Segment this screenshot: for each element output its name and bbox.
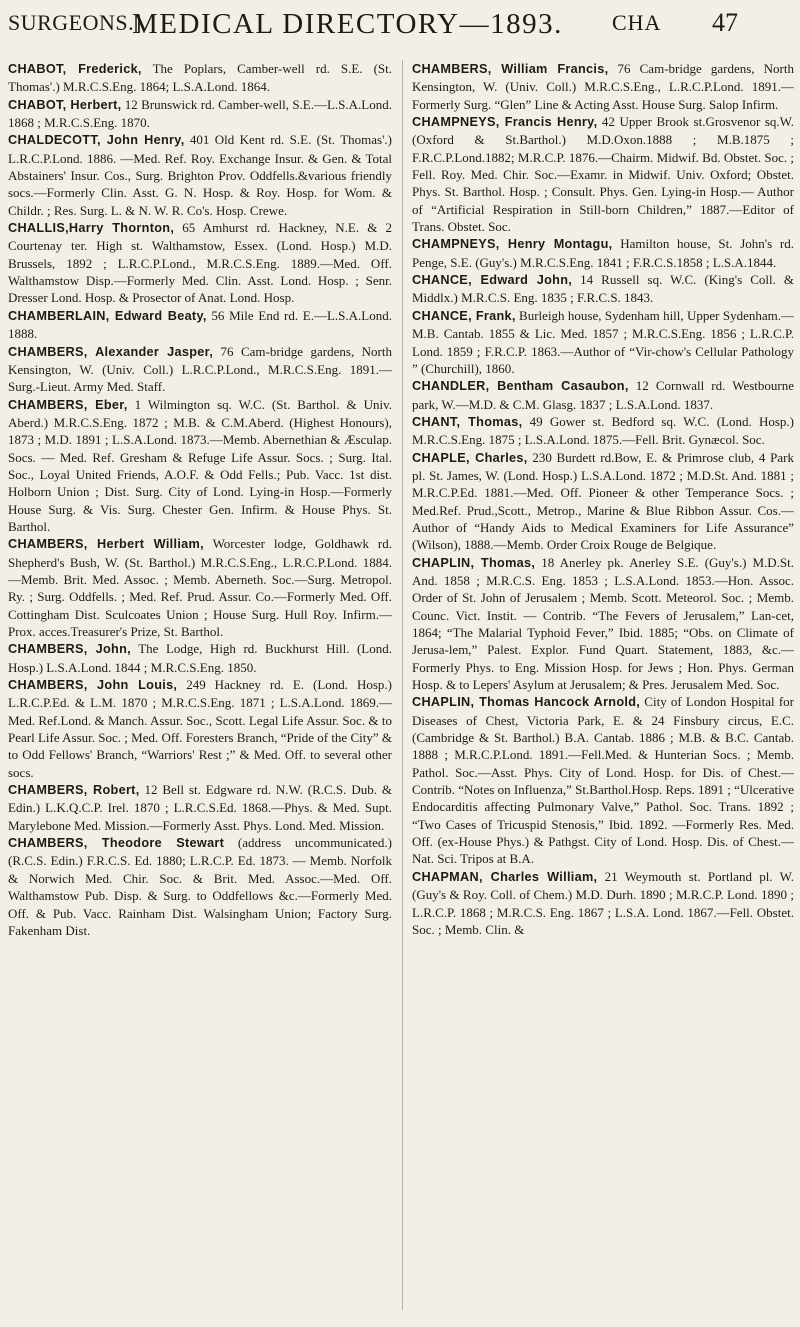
entry-details: 65 Amhurst rd. Hackney, N.E. & 2 Courtenay ter. High st. Walthamstow, Essex. (Lond. Hosp.) M.D. Brussels, 1892 ; L.R.C.P.Lond., M.R.C.S.Eng. 1889.—Med. Off. Walthamstow Disp.—Formerly Med. Clin. Asst. Lond. Hosp. ; Senr. Dresser Lond. Hosp. & Prosector of Anat. Lond. Hosp.: [8, 220, 392, 306]
entry-details: City of London Hospital for Diseases of Chest, Victoria Park, E. & 24 Finsbury circus, E.C. (Cambridge & St. Barthol.) B.A. Cantab. 1886 ; M.B. & B.C. Cantab. 1888 ; M.R.C.P.Lond. 1891.—Fell.Med. & Hunterian Socs. ; Memb. Pathol. Soc.—Asst. Phys. City of Lond. Hosp. for Dis. of Chest.— Contrib. “Notes on Influenza,” St.Barthol.Hosp. Reps. 1891 ; “Ulcerative Endocarditis affecting Pulmonary Valve,” Pathol. Soc. Trans. 1892 ; “Two Cases of Tricuspid Stenosis,” Ibid. 1892. —Formerly Res. Med. Off. (ex-House Phys.) & Pathgst. City of Lond. Hosp. Dis. of Chest.— Nat. Sci. Tripos at B.A.: [412, 694, 794, 867]
entry-name: CHAMBERS, Eber,: [8, 397, 128, 412]
directory-entry: [8, 343, 392, 396]
entry-name: CHAMBERS, John,: [8, 642, 131, 657]
entry-name: CHAMBERLAIN, Edward Beaty,: [8, 308, 207, 323]
entry-details: 1 Wilmington sq. W.C. (St. Barthol. & Univ. Aberd.) M.R.C.S.Eng. 1872 ; M.B. & C.M.Aberd. (Highest Honours), 1873 ; M.D. 1891 ; L.S.A.Lond. 1873.—Memb. Abernethian & Æsculap. Socs. — Med. Ref. Gresham & Refuge Life Assur. Socs. ; Surg. Ital. Soc., Loyal United Friends, A.O.F. & Odd Fells.; Pub. Vacc. 1st dist. Holborn Union ; Dist. Surg. City of Lond. Lying-in Hosp.—Formerly House Surg. & Vis. Surg. Chester Gen. Infirm. & House Phys. St. Barthol.: [8, 396, 392, 534]
directory-entry: [412, 307, 794, 377]
entry-name: CHANCE, Edward John,: [412, 273, 573, 288]
entry-details: Hamilton house, St. John's rd. Penge, S.E. (Guy's.) M.R.C.S.Eng. 1841 ; F.R.C.S.1858 ; L.S.A.1844.: [412, 236, 794, 270]
entry-details: 76 Cam-bridge gardens, North Kensington, W. (Univ. Coll.) M.R.C.S.Eng., L.R.C.P.Lond. 1891.— Formerly Surg. “Glen” Line & Acting Asst. House Surg. Salop Infirm.: [412, 61, 794, 112]
entry-details: 21 Weymouth st. Portland pl. W. (Guy's & Roy. Coll. of Chem.) M.D. Durh. 1890 ; M.R.C.P. Lond. 1890 ; L.R.C.P. 1868 ; M.R.C.S. Eng. 1867 ; L.S.A. Lond. 1867.—Fell. Obstet. Soc. ; Memb. Clin. &: [412, 868, 794, 937]
directory-entry: [8, 676, 392, 781]
entry-details: (address uncommunicated.) (R.C.S. Edin.) F.R.C.S. Ed. 1880; L.R.C.P. Ed. 1873. — Memb. Norfolk & Norwich Med. Chir. Soc. & Brit. Med. Assoc.—Med. Off. Walthamstow Pub. Disp. & Surg. to Oddfellows &c.—Formerly Med. Off. & Pub. Vacc. Rainham Dist. Walsingham Union; Factory Surg. Fakenham Dist.: [8, 835, 392, 938]
entry-name: CHAMBERS, Robert,: [8, 783, 140, 798]
entry-details: 18 Anerley pk. Anerley S.E. (Guy's.) M.D.St. And. 1858 ; M.R.C.S. Eng. 1853 ; L.S.A.Lond. 1853.—Hon. Assoc. Order of St. John of Jerusalem ; Memb. Scott. Meteorol. Soc. ; Memb. Counc. Vict. Instit. — Contrib. “The Fevers of Jerusalem,” Lan-cet, 1864; “The Malarial Typhoid Fever,” Ibid. 1885; “Obs. on Climate of Jerusa-lem,” Palest. Explor. Fund Quart. Statement, 1883, &c.—Formerly Phys. to Eng. Mission Hosp. for Jews ; Hon. Phys. German Hosp. & to Lepers' Asylum at Jerusalem; & Pres. Jerusalem Med. Soc.: [412, 554, 794, 693]
column-divider: [402, 60, 403, 1310]
directory-entry: [8, 96, 392, 132]
directory-entry: [8, 535, 392, 640]
entry-details: 56 Mile End rd. E.—L.S.A.Lond. 1888.: [8, 307, 392, 342]
directory-entry: [412, 554, 794, 694]
entry-name: CHAPMAN, Charles William,: [412, 869, 598, 884]
page-number: 47: [712, 8, 738, 37]
directory-entry: [8, 60, 392, 96]
entry-name: CHAMBERS, Theodore Stewart: [8, 836, 225, 851]
left-column: [8, 60, 392, 1322]
entry-name: CHANCE, Frank,: [412, 308, 516, 323]
directory-entry: [412, 60, 794, 113]
directory-title: MEDICAL DIRECTORY—1893.: [132, 8, 563, 40]
directory-entry: [8, 131, 392, 219]
directory-entry: [412, 377, 794, 413]
entry-details: 12 Cornwall rd. Westbourne park, W.—M.D. & C.M. Glasg. 1837 ; L.S.A.Lond. 1837.: [412, 378, 794, 412]
entry-details: 42 Upper Brook st.Grosvenor sq.W. (Oxford & St.Barthol.) M.D.Oxon.1888 ; M.B.1875 ; F.R.C.P.Lond.1882; M.R.C.P. 1876.—Chairm. Midwif. Bd. Obstet. Soc. ; Fell. Roy. Med. Chir. Soc.—Examr. in Midwif. Univ. Oxford; Obstet. Phys. St. Barthol. Hosp. ; Consult. Phys. Gen. Lying-in Hosp.— Author of “Artificial Respiration in Still-born Children,” 1887.—Editor of Trans. Obstet. Soc.: [412, 114, 794, 235]
directory-entry: [8, 307, 392, 343]
directory-entry: [8, 396, 392, 536]
right-column: [412, 60, 794, 1322]
entry-details: 76 Cam-bridge gardens, North Kensington, W. (Univ. Coll.) L.R.C.P.Lond., M.R.C.S.Eng. 1891.— Surg.-Lieut. Army Med. Staff.: [8, 343, 392, 395]
entry-name: CHAMBERS, Herbert William,: [8, 537, 204, 552]
entry-details: The Poplars, Camber-well rd. S.E. (St. Thomas'.) M.R.C.S.Eng. 1864; L.S.A.Lond. 1864.: [8, 61, 392, 95]
directory-entry: [8, 781, 392, 834]
entry-name: CHAMPNEYS, Francis Henry,: [412, 115, 598, 130]
entry-name: CHANT, Thomas,: [412, 414, 523, 429]
entry-name: CHAPLE, Charles,: [412, 450, 528, 465]
entry-details: Burleigh house, Sydenham hill, Upper Sydenham.—M.B. Cantab. 1855 & Lic. Med. 1857 ; M.R.C.S.Eng. 1856 ; L.R.C.P. Lond. 1859 ; F.R.C.P. 1863.—Author of “Vir-chow's Cellular Pathology ” (Churchill), 1860.: [412, 307, 794, 376]
entry-name: CHABOT, Frederick,: [8, 62, 142, 76]
entry-name: CHAMPNEYS, Henry Montagu,: [412, 237, 613, 252]
entry-details: 401 Old Kent rd. S.E. (St. Thomas'.) L.R.C.P.Lond. 1886. —Med. Ref. Roy. Exchange Insur. & Gen. & Total Abstainers' Insur. Cos., Surg. Brighton Prov. Oddfells.&various friendly socs.—Formerly Clin. Asst. G. N. Hosp. & Roy. Hosp. for Wom. & Childr. ; Res. Surg. L. & N. W. R. Co's. Hosp. Crewe.: [8, 132, 392, 218]
entry-name: CHALLIS,Harry Thornton,: [8, 221, 175, 236]
entry-name: CHAPLIN, Thomas,: [412, 555, 536, 570]
directory-entry: [412, 235, 794, 271]
page-header: [0, 8, 800, 48]
directory-entry: [8, 640, 392, 676]
directory-entry: [412, 449, 794, 554]
entry-name: CHAMBERS, John Louis,: [8, 678, 178, 693]
directory-entry: [412, 693, 794, 867]
entry-name: CHAMBERS, William Francis,: [412, 62, 609, 76]
entry-name: CHAMBERS, Alexander Jasper,: [8, 344, 214, 359]
entry-name: CHALDECOTT, John Henry,: [8, 133, 185, 148]
entry-details: The Lodge, High rd. Buckhurst Hill. (Lond. Hosp.) L.S.A.Lond. 1844 ; M.R.C.S.Eng. 1850.: [8, 641, 392, 675]
directory-entry: [412, 868, 794, 938]
entry-details: 230 Burdett rd.Bow, E. & Primrose club, 4 Park pl. St. James, W. (Lond. Hosp.) L.S.A.Lond. 1872 ; M.D.St. And. 1881 ; M.R.C.P.Ed. 1881.—Med. Off. Pioneer & other Temperance Socs. ; Med.Ref. Prud.,Scott., Metrop., Marine & Blue Ribbon Assur. Cos.— Author of “Handy Aids to Medical Examiners for Life Assurance” (Wilson), 1888.—Memb. Order Croix Rouge de Belgique.: [412, 449, 794, 553]
entry-name: CHABOT, Herbert,: [8, 97, 122, 112]
directory-entry: [8, 219, 392, 307]
entry-details: 249 Hackney rd. E. (Lond. Hosp.) L.R.C.P.Ed. & L.M. 1870 ; M.R.C.S.Eng. 1871 ; L.S.A.Lond. 1869.—Med. Ref.Lond. & Manch. Assur. Soc., Scott. Legal Life Assur. Soc. & to Pearl Life Assur. Soc. ; Med. Off. Foresters Branch, “Pride of the City” & to Odd Fellows' Branch, “Warriors' Rest ;” & Med. Off. to several other socs.: [8, 677, 392, 780]
entry-name: CHANDLER, Bentham Casaubon,: [412, 379, 629, 394]
directory-entry: [8, 834, 392, 939]
section-label: SURGEONS.]: [8, 10, 142, 35]
entry-details: 12 Brunswick rd. Camber-well, S.E.—L.S.A.Lond. 1868 ; M.R.C.S.Eng. 1870.: [8, 96, 392, 131]
entry-details: 49 Gower st. Bedford sq. W.C. (Lond. Hosp.) M.R.C.S.Eng. 1875 ; L.S.A.Lond. 1875.—Fell. Brit. Gynæcol. Soc.: [412, 413, 794, 448]
entry-details: Worcester lodge, Goldhawk rd. Shepherd's Bush, W. (St. Barthol.) M.R.C.S.Eng., L.R.C.P.Lond. 1884. —Memb. Brit. Med. Assoc. ; Memb. Aberneth. Soc.—Surg. Metropol. Ry. ; Surg. Oddfells. ; Med. Ref. Prud. Assur. Co.—Formerly Med. Off. Cottingham Dist. Sculcoates Union ; House Surg. Hull Roy. Infirm.—Prox. acces.Treasurer's Prize, St. Barthol.: [8, 536, 392, 639]
directory-entry: [412, 271, 794, 307]
entry-details: 12 Bell st. Edgware rd. N.W. (R.C.S. Dub. & Edin.) L.K.Q.C.P. Irel. 1870 ; L.R.C.S.Ed. 1868.—Phys. & Med. Supt. Marylebone Med. Mission.—Formerly Asst. Phys. Lond. Med. Mission.: [8, 782, 392, 833]
entry-name: CHAPLIN, Thomas Hancock Arnold,: [412, 695, 641, 710]
directory-entry: [412, 113, 794, 235]
index-letters: CHA: [612, 10, 662, 35]
directory-entry: [412, 413, 794, 449]
entry-details: 14 Russell sq. W.C. (King's Coll. & Middlx.) M.R.C.S. Eng. 1835 ; F.R.C.S. 1843.: [412, 272, 794, 306]
